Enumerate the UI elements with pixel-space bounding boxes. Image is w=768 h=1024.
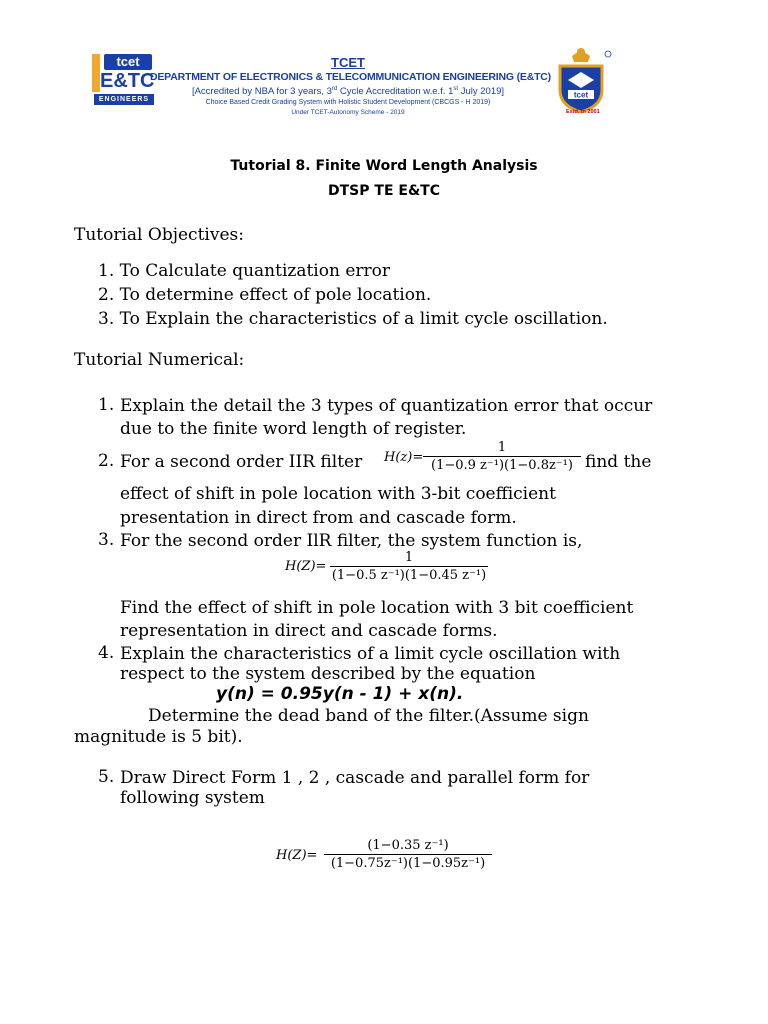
logo-engineers-text: ENGINEERS bbox=[94, 94, 154, 105]
fraction-denominator: (1−0.5 z⁻¹)(1−0.45 z⁻¹) bbox=[331, 568, 487, 583]
question-number: 2. bbox=[98, 451, 115, 471]
fraction-numerator: (1−0.35 z⁻¹) bbox=[367, 838, 449, 853]
transfer-function-label: H(Z)= bbox=[285, 559, 327, 574]
objectives-heading: Tutorial Objectives: bbox=[74, 225, 244, 245]
transfer-function-fraction bbox=[330, 550, 488, 583]
question-text: magnitude is 5 bit). bbox=[74, 727, 243, 747]
autonomy-line: Under TCET-Autonomy Scheme - 2019 bbox=[291, 109, 405, 116]
crest-text: tcet bbox=[573, 90, 589, 100]
fraction-numerator: 1 bbox=[404, 550, 414, 565]
tutorial-title: Tutorial 8. Finite Word Length Analysis bbox=[230, 158, 538, 174]
question-text: Determine the dead band of the filter.(Assume sign bbox=[148, 706, 589, 726]
question-text: Find the effect of shift in pole location with 3 bit coefficient bbox=[120, 598, 634, 618]
question-text: Draw Direct Form 1 , 2 , cascade and parallel form for bbox=[120, 768, 590, 788]
objective-item: 3. To Explain the characteristics of a limit cycle oscillation. bbox=[98, 309, 608, 329]
transfer-function-fraction bbox=[423, 440, 581, 473]
fraction-denominator: (1−0.75z⁻¹)(1−0.95z⁻¹) bbox=[330, 856, 486, 871]
objective-item: 2. To determine effect of pole location. bbox=[98, 285, 432, 305]
dept-name: DEPARTMENT OF ELECTRONICS & TELECOMMUNICATION ENGINEERING (E&TC) bbox=[150, 71, 551, 83]
numerical-heading: Tutorial Numerical: bbox=[74, 350, 245, 370]
question-text: following system bbox=[120, 788, 265, 808]
course-title: DTSP TE E&TC bbox=[328, 183, 440, 199]
question-text: Explain the characteristics of a limit cycle oscillation with bbox=[120, 644, 621, 664]
question-text: Explain the detail the 3 types of quantization error that occur bbox=[120, 396, 653, 416]
accreditation-line: [Accredited by NBA for 3 years, 3rd Cycle Accreditation w.e.f. 1st July 2019] bbox=[191, 86, 505, 98]
question-number: 4. bbox=[98, 643, 115, 663]
transfer-function-label: H(Z)= bbox=[276, 848, 318, 863]
fraction-numerator: 1 bbox=[497, 440, 507, 455]
logo-tcet-text: tcet bbox=[104, 54, 152, 70]
tcet-crest-logo bbox=[548, 46, 614, 116]
logo-etc-text: E&TC bbox=[100, 70, 155, 92]
org-name: TCET bbox=[331, 55, 365, 70]
question-text: presentation in direct from and cascade form. bbox=[120, 508, 517, 528]
fraction-denominator: (1−0.9 z⁻¹)(1−0.8z⁻¹) bbox=[431, 458, 573, 473]
tcet-etc-logo bbox=[92, 54, 154, 106]
question-text: representation in direct and cascade forms. bbox=[120, 621, 498, 641]
question-text: find the bbox=[585, 452, 652, 472]
question-text: effect of shift in pole location with 3-bit coefficient bbox=[120, 484, 556, 504]
question-text: For the second order IlR filter, the system function is, bbox=[120, 531, 583, 551]
difference-equation: y(n) = 0.95y(n - 1) + x(n). bbox=[216, 684, 464, 704]
question-text: due to the finite word length of register. bbox=[120, 419, 467, 439]
question-text: For a second order IIR filter bbox=[120, 452, 363, 472]
question-text: respect to the system described by the equation bbox=[120, 664, 536, 684]
logo-side-strip bbox=[92, 54, 100, 92]
question-number: 5. bbox=[98, 767, 115, 787]
established-text: Estd. in 2001 bbox=[566, 109, 600, 115]
transfer-function-label: H(z)= bbox=[384, 450, 424, 465]
cbcgs-line: Choice Based Credit Grading System with Holistic Student Development (CBCGS - H 2019) bbox=[205, 99, 491, 106]
question-number: 3. bbox=[98, 530, 115, 550]
transfer-function-fraction bbox=[324, 838, 492, 871]
question-number: 1. bbox=[98, 395, 115, 415]
objective-item: 1. To Calculate quantization error bbox=[98, 261, 391, 281]
